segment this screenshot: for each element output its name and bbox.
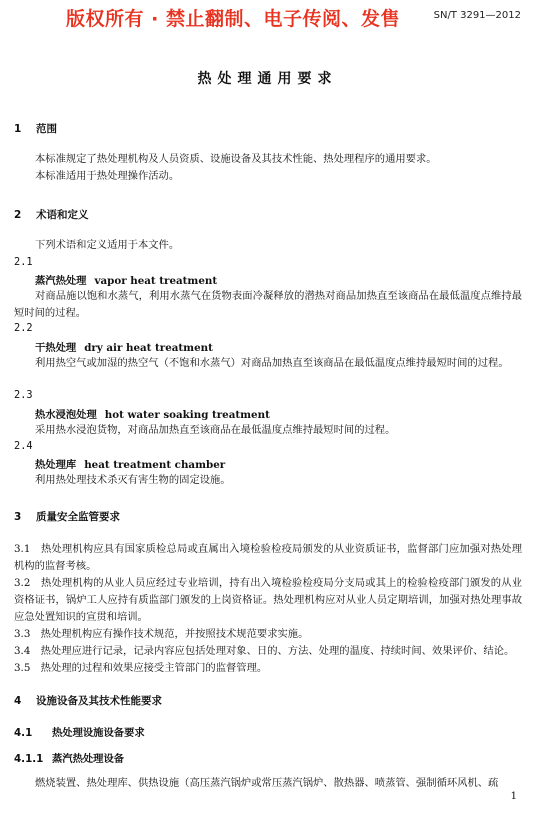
subsection-4-1-1-heading [14,750,124,765]
term-definition: 采用热水浸泡货物，对商品加热直至该商品在最低温度点维持最短时间的过程。 [35,424,396,436]
section-title: 术语和定义 [36,209,89,221]
term-definition: 利用热处理技术杀灭有害生物的固定设施。 [35,474,231,486]
equipment-paragraph: 燃烧装置、热处理库、供热设施（高压蒸汽锅炉或常压蒸汽锅炉、散热器、喷蒸管、强制循环风机、疏 [35,777,499,789]
term-zh: 蒸汽热处理 [35,275,87,287]
term-zh: 干热处理 [35,342,77,354]
term-hot-water-soaking [35,406,270,421]
term-en: vapor heat treatment [94,275,218,287]
standard-code: SN/T 3291—2012 [433,10,521,21]
subsection-number: 4.1 [14,727,33,739]
page-number: 1 [510,791,517,802]
copyright-watermark: 版权所有 · 禁止翻制、电子传阅、发售 [66,8,400,30]
section-title: 设施设备及其技术性能要求 [36,695,162,707]
term-dry-air-heat [35,339,213,354]
subsection-title: 蒸汽热处理设备 [52,753,125,765]
scope-paragraph-2: 本标准适用于热处理操作活动。 [35,170,180,182]
term-number: 2.4 [14,440,33,452]
term-number: 2.2 [14,322,33,334]
term-en: hot water soaking treatment [104,409,270,421]
section-4-heading [14,693,162,708]
section-number: 4 [14,695,22,707]
term-definition: 对商品施以饱和水蒸气，利用水蒸气在货物表面冷凝释放的潜热对商品加热直至该商品在最低温度点维持最短时间的过程。 [14,290,522,319]
clause-3-5: 3.5 热处理的过程和效果应接受主管部门的监督管理。 [14,662,268,674]
term-en: heat treatment chamber [84,459,226,471]
section-3-heading [14,509,120,524]
clause-3-3: 3.3 热处理机构应有操作技术规范，并按照技术规范要求实施。 [14,628,309,640]
clause-3-1: 3.1 热处理机构应具有国家质检总局或直属出入境检验检疫局颁发的从业资质证书，监督部门应加强对热处理机构的监督考核。 [14,543,522,572]
term-vapor-heat [35,272,217,287]
section-title: 范围 [36,123,57,135]
section-2-heading [14,207,89,222]
subsection-title: 热处理设施设备要求 [52,727,145,739]
term-number: 2.3 [14,389,33,401]
term-zh: 热处理库 [35,459,77,471]
section-number: 3 [14,511,22,523]
section-number: 1 [14,123,22,135]
section-number: 2 [14,209,22,221]
scope-paragraph-1: 本标准规定了热处理机构及人员资质、设施设备及其技术性能、热处理程序的通用要求。 [35,153,437,165]
clause-3-4: 3.4 热处理应进行记录，记录内容应包括处理对象、日的、方法、处理的温度、持续时间、效果评价、结论。 [14,645,515,657]
definitions-intro: 下列术语和定义适用于本文件。 [35,239,180,251]
subsection-4-1-heading [14,724,145,739]
term-definition: 利用热空气或加湿的热空气（不饱和水蒸气）对商品加热直至该商品在最低温度点维持最短时间的过程。 [35,357,509,369]
section-title: 质量安全监管要求 [36,511,120,523]
clause-3-2: 3.2 热处理机构的从业人员应经过专业培训，持有出入境检验检疫局分支局或其上的检验检疫部门颁发的从业资格证书，锅炉工人应持有质监部门颁发的上岗资格证。热处理机构应对从业人员定期培训，加强对热处理事故应急处置知识的宣贯和培训。 [14,577,522,623]
subsection-number: 4.1.1 [14,753,44,765]
term-number: 2.1 [14,256,33,268]
section-1-heading [14,121,57,136]
term-zh: 热水浸泡处理 [35,409,97,421]
document-title: 热处理通用要求 [197,71,338,87]
term-heat-treatment-chamber [35,456,225,471]
term-en: dry air heat treatment [84,342,213,354]
